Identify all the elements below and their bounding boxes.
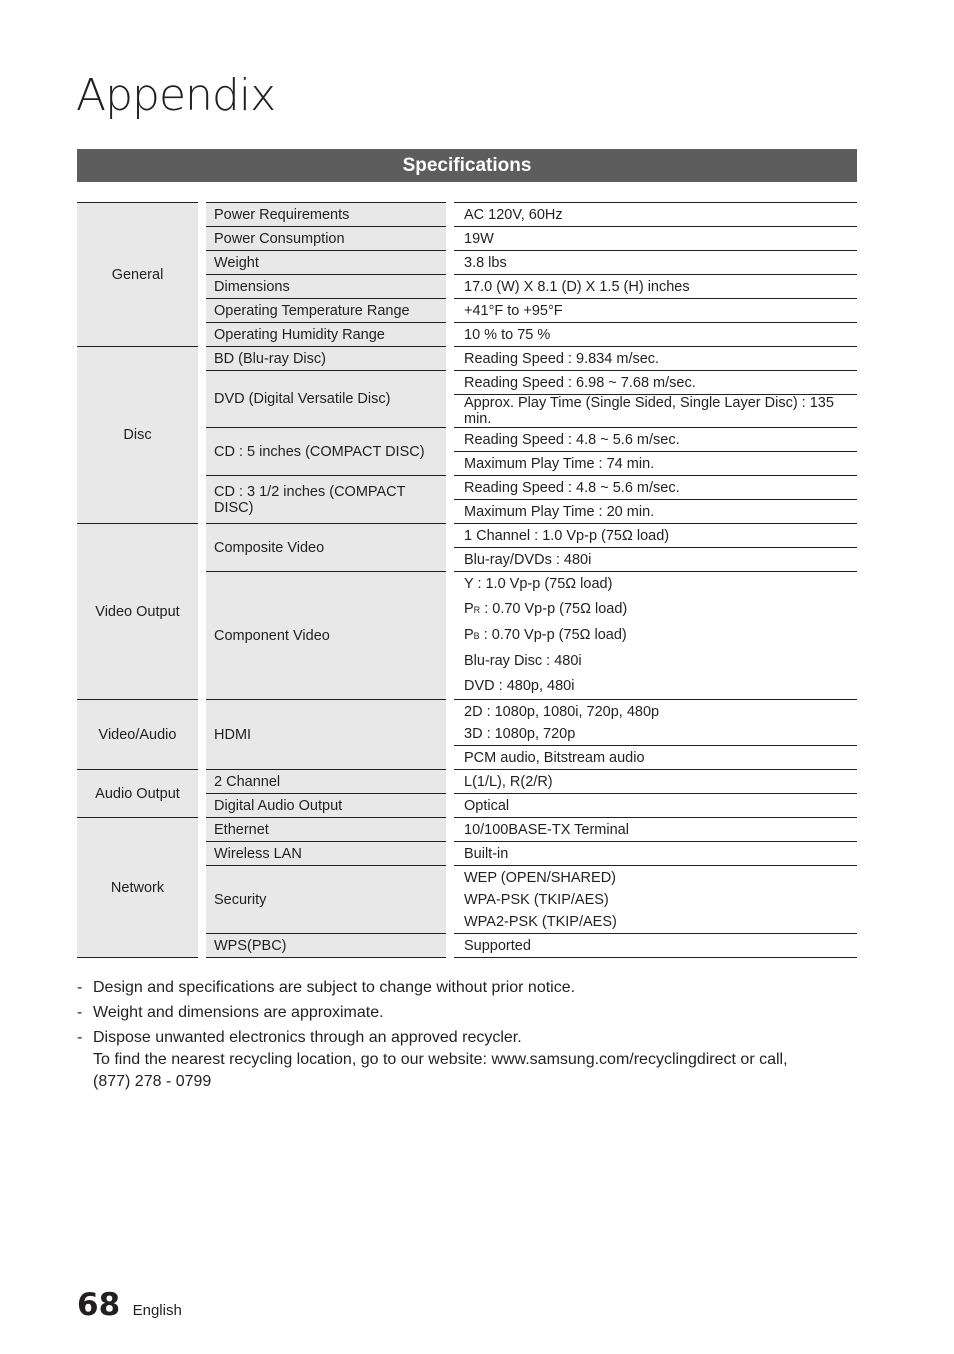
component-pr-line: PR : 0.70 Vp-p (75Ω load) [464, 601, 628, 617]
spec-value: 1 Channel : 1.0 Vp-p (75Ω load) [450, 524, 857, 548]
spec-label: DVD (Digital Versatile Disc) [202, 371, 450, 428]
spec-value: Reading Speed : 4.8 ~ 5.6 m/sec. [450, 476, 857, 500]
note-text-continued: To find the nearest recycling location, go to our website: www.samsung.com/recyclingdirect or call, [93, 1051, 788, 1068]
spec-label: Operating Temperature Range [202, 299, 450, 323]
spec-value: +41°F to +95°F [450, 299, 857, 323]
page-footer [77, 1287, 182, 1323]
spec-label: Operating Humidity Range [202, 323, 450, 347]
spec-value: PCM audio, Bitstream audio [450, 746, 857, 770]
spec-label: Component Video [202, 572, 450, 700]
spec-value: Supported [450, 934, 857, 958]
spec-value: Blu-ray/DVDs : 480i [450, 548, 857, 572]
category-general: General [77, 203, 202, 347]
spec-label: Power Consumption [202, 227, 450, 251]
hdmi-2d-line: 2D : 1080p, 1080i, 720p, 480p [464, 703, 660, 720]
security-wep-line: WEP (OPEN/SHARED) [464, 869, 617, 886]
table-row [77, 347, 857, 371]
category-video-audio: Video/Audio [77, 700, 202, 770]
spec-value: Reading Speed : 6.98 ~ 7.68 m/sec. [450, 371, 857, 395]
spec-label: CD : 3 1/2 inches (COMPACT DISC) [202, 476, 450, 524]
component-bluray-line: Blu-ray Disc : 480i [464, 653, 582, 669]
spec-label: Security [202, 866, 450, 934]
security-wpa2-line: WPA2-PSK (TKIP/AES) [464, 913, 617, 930]
category-disc: Disc [77, 347, 202, 524]
table-row [77, 770, 857, 794]
note-text: Design and specifications are subject to change without prior notice. [93, 979, 576, 996]
spec-label: Power Requirements [202, 203, 450, 227]
spec-value [450, 866, 857, 934]
specifications-table [77, 202, 857, 958]
spec-value: Maximum Play Time : 74 min. [450, 452, 857, 476]
spec-value [450, 700, 857, 746]
spec-label: WPS(PBC) [202, 934, 450, 958]
spec-value: 19W [450, 227, 857, 251]
table-row [77, 700, 857, 746]
spec-value: Reading Speed : 9.834 m/sec. [450, 347, 857, 371]
spec-value: Optical [450, 794, 857, 818]
table-row [77, 818, 857, 842]
spec-label: Dimensions [202, 275, 450, 299]
spec-label: BD (Blu-ray Disc) [202, 347, 450, 371]
table-row [77, 524, 857, 548]
spec-value: L(1/L), R(2/R) [450, 770, 857, 794]
notes-list [77, 977, 857, 1096]
note-item [77, 1027, 857, 1093]
component-y-line: Y : 1.0 Vp-p (75Ω load) [464, 576, 613, 592]
spec-label: Wireless LAN [202, 842, 450, 866]
component-pb-line: PB : 0.70 Vp-p (75Ω load) [464, 627, 627, 643]
category-network: Network [77, 818, 202, 958]
spec-value: Maximum Play Time : 20 min. [450, 500, 857, 524]
note-dash: - [77, 1004, 83, 1021]
spec-label: Composite Video [202, 524, 450, 572]
spec-label: CD : 5 inches (COMPACT DISC) [202, 428, 450, 476]
spec-label: Ethernet [202, 818, 450, 842]
note-dash: - [77, 979, 83, 996]
spec-value: Approx. Play Time (Single Sided, Single Layer Disc) : 135 min. [450, 395, 857, 428]
spec-value: 17.0 (W) X 8.1 (D) X 1.5 (H) inches [450, 275, 857, 299]
spec-value [450, 572, 857, 700]
table-row [77, 203, 857, 227]
page-language: English [132, 1302, 182, 1319]
spec-value: 10/100BASE-TX Terminal [450, 818, 857, 842]
spec-value: Reading Speed : 4.8 ~ 5.6 m/sec. [450, 428, 857, 452]
spec-label: Weight [202, 251, 450, 275]
page-title: Appendix [76, 70, 276, 121]
spec-label: Digital Audio Output [202, 794, 450, 818]
spec-label: 2 Channel [202, 770, 450, 794]
note-text: Weight and dimensions are approximate. [93, 1004, 384, 1021]
note-text: Dispose unwanted electronics through an approved recycler. [93, 1029, 522, 1046]
section-title: Specifications [402, 155, 532, 176]
note-item [77, 977, 857, 999]
note-dash: - [77, 1029, 83, 1046]
note-phone: (877) 278 - 0799 [93, 1073, 212, 1090]
spec-value: 3.8 lbs [450, 251, 857, 275]
spec-value: Built-in [450, 842, 857, 866]
security-wpa-line: WPA-PSK (TKIP/AES) [464, 891, 609, 908]
note-item [77, 1002, 857, 1024]
category-video-output: Video Output [77, 524, 202, 700]
section-header [77, 149, 857, 182]
spec-value: AC 120V, 60Hz [464, 206, 563, 223]
spec-label: HDMI [202, 700, 450, 770]
spec-value: 10 % to 75 % [450, 323, 857, 347]
hdmi-3d-line: 3D : 1080p, 720p [464, 725, 576, 742]
component-dvd-line: DVD : 480p, 480i [464, 678, 575, 694]
category-audio-output: Audio Output [77, 770, 202, 818]
page-number: 68 [77, 1287, 121, 1323]
